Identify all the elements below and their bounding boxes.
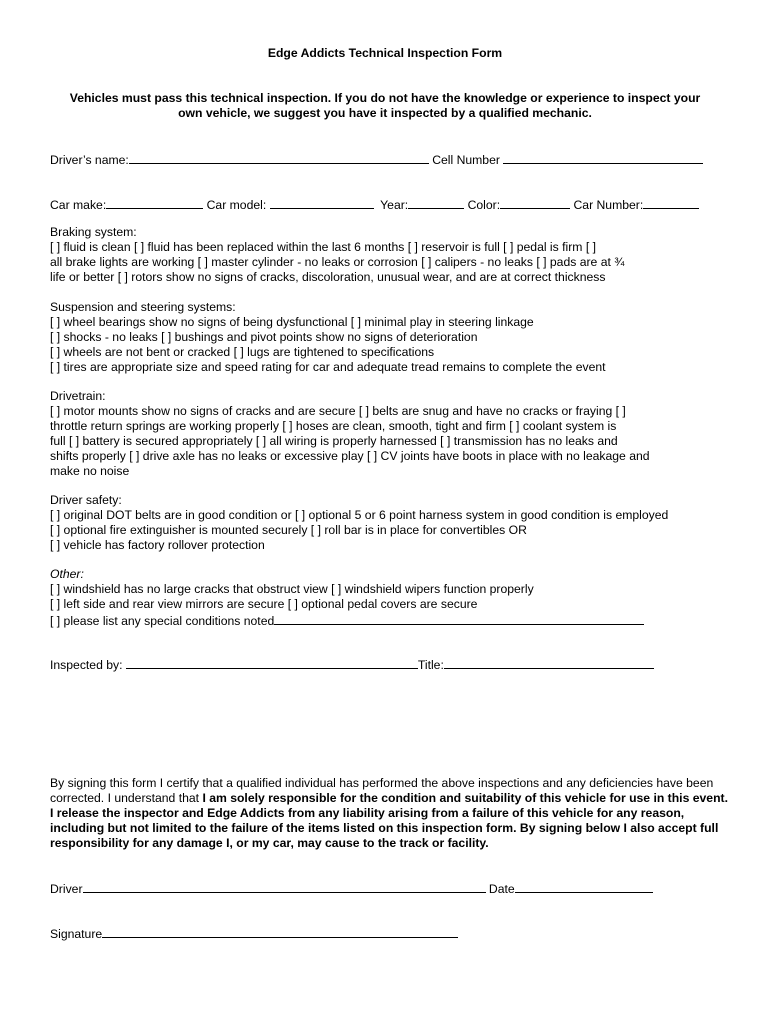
car-info-row <box>50 196 699 213</box>
braking-line[interactable]: [ ] fluid is clean [ ] fluid has been replaced within the last 6 months [ ] reservoir is full [ ] pedal is firm [ ] <box>50 240 596 254</box>
other-line[interactable]: [ ] left side and rear view mirrors are secure [ ] optional pedal covers are secure <box>50 597 478 611</box>
year-label: Year: <box>380 198 409 212</box>
cell-number-field[interactable] <box>503 151 703 164</box>
release-bold-text: I am solely responsible for the condition and suitability of this vehicle for use in this event. I release the inspector and Edge Addicts from any liability arising from a failure of this vehicle for any reason, including but not limited to the failure of the items listed on this inspection form. By signing below I also accept full responsibility for any damage I, or my car, may cause to the track or facility. <box>50 791 728 850</box>
suspension-line[interactable]: [ ] wheel bearings show no signs of being dysfunctional [ ] minimal play in steering linkage <box>50 315 534 329</box>
driver-field[interactable] <box>83 880 486 893</box>
car-make-label: Car make: <box>50 198 107 212</box>
intro-text <box>40 91 730 121</box>
inspected-by-field[interactable] <box>126 656 418 669</box>
special-conditions-row <box>50 612 644 629</box>
inspected-by-label: Inspected by: <box>50 658 123 672</box>
year-field[interactable] <box>408 196 464 209</box>
driver-signature-row <box>50 880 653 897</box>
other-line[interactable]: [ ] windshield has no large cracks that obstruct view [ ] windshield wipers function properly <box>50 582 534 596</box>
signature-label: Signature <box>50 927 103 941</box>
release-text: By signing this form I certify that a qualified individual has performed the above inspections and any deficiencies have been corrected. I understand that <box>50 776 714 805</box>
drivers-name-label: Driver’s name: <box>50 153 129 167</box>
safety-line[interactable]: [ ] optional fire extinguisher is mounted securely [ ] roll bar is in place for convertibles OR <box>50 523 527 537</box>
safety-line[interactable]: [ ] vehicle has factory rollover protection <box>50 538 265 552</box>
car-model-label: Car model: <box>206 198 267 212</box>
intro-line-2: own vehicle, we suggest you have it inspected by a qualified mechanic. <box>178 106 592 120</box>
drivers-name-field[interactable] <box>129 151 429 164</box>
date-label: Date <box>488 882 515 896</box>
drivetrain-heading: Drivetrain: <box>50 389 106 403</box>
other-heading: Other: <box>50 567 84 581</box>
inspector-title-field[interactable] <box>444 656 654 669</box>
suspension-line[interactable]: [ ] tires are appropriate size and speed rating for car and adequate tread remains to complete the event <box>50 360 606 374</box>
braking-heading: Braking system: <box>50 225 137 239</box>
drivetrain-line[interactable]: shifts properly [ ] drive axle has no leaks or excessive play [ ] CV joints have boots in place with no leakage and <box>50 449 650 463</box>
driver-label: Driver <box>50 882 83 896</box>
form-title: Edge Addicts Technical Inspection Form <box>267 46 503 60</box>
cell-number-label: Cell Number <box>432 153 500 167</box>
color-field[interactable] <box>500 196 570 209</box>
inspected-by-row <box>50 656 654 673</box>
release-statement <box>50 776 730 851</box>
signature-field[interactable] <box>102 925 458 938</box>
color-label: Color: <box>467 198 501 212</box>
drivetrain-line[interactable]: throttle return springs are working properly [ ] hoses are clean, smooth, tight and firm [ ] coolant system is <box>50 419 617 433</box>
car-number-field[interactable] <box>643 196 699 209</box>
safety-heading: Driver safety: <box>50 493 122 507</box>
suspension-line[interactable]: [ ] shocks - no leaks [ ] bushings and pivot points show no signs of deterioration <box>50 330 478 344</box>
suspension-heading: Suspension and steering systems: <box>50 300 236 314</box>
drivetrain-line[interactable]: full [ ] battery is secured appropriately [ ] all wiring is properly harnessed [ ] transmission has no leaks and <box>50 434 618 448</box>
suspension-line[interactable]: [ ] wheels are not bent or cracked [ ] lugs are tightened to specifications <box>50 345 435 359</box>
special-conditions-field[interactable] <box>274 612 644 625</box>
drivetrain-line: make no noise <box>50 464 130 478</box>
signature-row <box>50 925 458 942</box>
special-conditions-label[interactable]: [ ] please list any special conditions noted <box>50 614 275 628</box>
safety-line[interactable]: [ ] original DOT belts are in good condition or [ ] optional 5 or 6 point harness system in good condition is employed <box>50 508 669 522</box>
braking-line[interactable]: life or better [ ] rotors show no signs of cracks, discoloration, unusual wear, and are at correct thickness <box>50 270 606 284</box>
car-model-field[interactable] <box>270 196 374 209</box>
intro-line-1: Vehicles must pass this technical inspection. If you do not have the knowledge or experience to inspect your <box>69 91 701 105</box>
driver-info-row <box>50 151 703 168</box>
car-make-field[interactable] <box>106 196 203 209</box>
inspector-title-label: Title: <box>417 658 444 672</box>
car-number-label: Car Number: <box>573 198 644 212</box>
date-field[interactable] <box>515 880 653 893</box>
drivetrain-line[interactable]: [ ] motor mounts show no signs of cracks and are secure [ ] belts are snug and have no cracks or fraying [ ] <box>50 404 626 418</box>
braking-line[interactable]: all brake lights are working [ ] master cylinder - no leaks or corrosion [ ] calipers - no leaks [ ] pads are at ¾ <box>50 255 625 269</box>
